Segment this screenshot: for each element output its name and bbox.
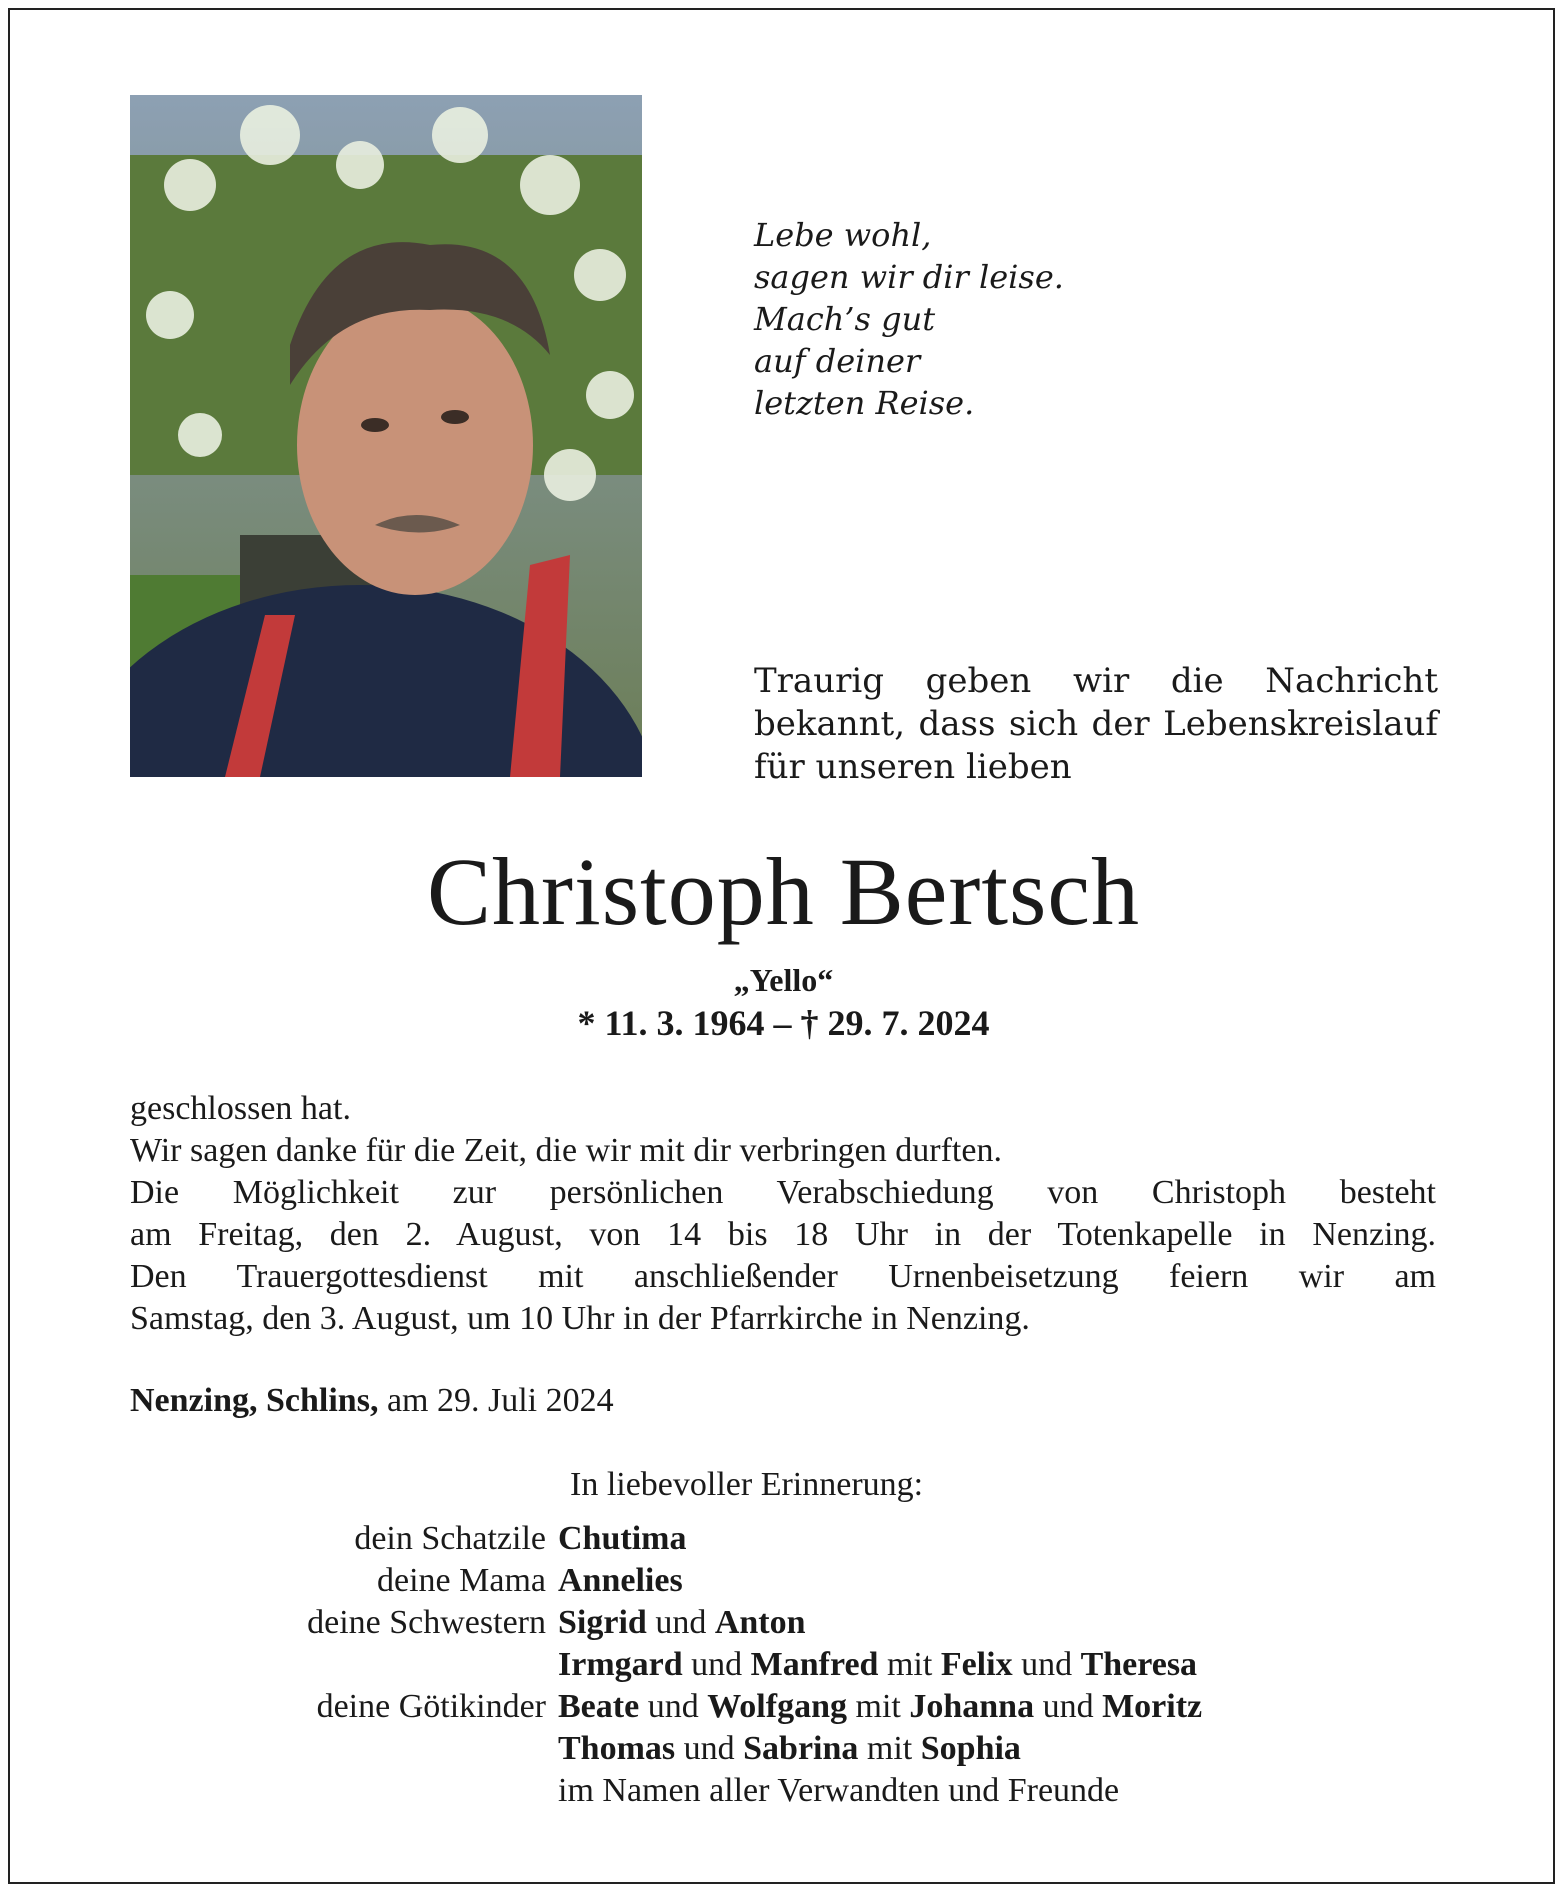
- intro-line: bekannt, dass sich der Lebenskreislauf: [754, 704, 1438, 744]
- memory-heading: In liebevoller Erinnerung:: [570, 1466, 924, 1503]
- family-name: Manfred: [750, 1646, 879, 1683]
- poem-line: sagen wir dir leise.: [754, 258, 1064, 296]
- family-row: [130, 1770, 1550, 1812]
- connector: und: [1012, 1646, 1081, 1683]
- place-date: [130, 1382, 614, 1420]
- family-row: [130, 1644, 1550, 1686]
- family-name: Johanna: [909, 1688, 1035, 1725]
- family-name: Theresa: [1080, 1646, 1198, 1683]
- relation-label: [130, 1644, 558, 1686]
- closing-line: im Namen aller Verwandten und Freunde: [558, 1772, 1120, 1809]
- family-name: Irmgard: [558, 1646, 683, 1683]
- intro-text: [754, 660, 1438, 789]
- poem-line: letzten Reise.: [754, 384, 975, 422]
- date-text: am 29. Juli 2024: [378, 1382, 614, 1419]
- poem-line: auf deiner: [754, 342, 921, 380]
- farewell-poem: [754, 214, 1064, 424]
- connector: und: [1034, 1688, 1103, 1725]
- family-row: [130, 1728, 1550, 1770]
- nickname: „Yello“: [733, 962, 834, 998]
- life-dates: * 11. 3. 1964 – † 29. 7. 2024: [577, 1003, 990, 1043]
- body-line: Samstag, den 3. August, um 10 Uhr in der Pfarrkirche in Nenzing.: [130, 1300, 1030, 1337]
- family-name: Thomas: [558, 1730, 676, 1767]
- body-line: geschlossen hat.: [130, 1090, 351, 1127]
- connector: und: [682, 1646, 751, 1683]
- family-list: [130, 1518, 1550, 1812]
- relation-label: deine Schwestern: [307, 1604, 546, 1641]
- connector: und: [639, 1688, 708, 1725]
- relation-label: [130, 1770, 558, 1812]
- body-line: Den Trauergottesdienst mit anschließender Urnenbeisetzung feiern wir am: [130, 1258, 1436, 1295]
- announcement-body: [130, 1088, 1436, 1340]
- poem-line: Lebe wohl,: [754, 216, 932, 254]
- connector: und: [646, 1604, 715, 1641]
- family-name: Sabrina: [743, 1730, 859, 1767]
- family-name: Sigrid: [558, 1604, 647, 1641]
- connector: mit: [878, 1646, 941, 1683]
- poem-line: Mach’s gut: [754, 300, 936, 338]
- place-names: Nenzing, Schlins,: [130, 1382, 379, 1419]
- connector: mit: [858, 1730, 921, 1767]
- body-line: Wir sagen danke für die Zeit, die wir mit dir verbringen durften.: [130, 1132, 1002, 1169]
- relation-label: [130, 1728, 558, 1770]
- family-name: Sophia: [920, 1730, 1021, 1767]
- family-name: Felix: [940, 1646, 1013, 1683]
- family-name: Wolfgang: [707, 1688, 847, 1725]
- intro-line: Traurig geben wir die Nachricht: [754, 661, 1438, 701]
- body-line: Die Möglichkeit zur persönlichen Verabschiedung von Christoph besteht: [130, 1174, 1436, 1211]
- relation-label: dein Schatzile: [354, 1520, 546, 1557]
- family-name: Chutima: [558, 1520, 687, 1557]
- family-row: [130, 1518, 1550, 1560]
- family-row: [130, 1560, 1550, 1602]
- family-name: Moritz: [1102, 1688, 1203, 1725]
- intro-line: für unseren lieben: [754, 747, 1072, 787]
- family-name: Anton: [714, 1604, 806, 1641]
- connector: und: [675, 1730, 744, 1767]
- relation-label: deine Mama: [377, 1562, 546, 1599]
- portrait-photo: [130, 95, 642, 777]
- family-row: [130, 1686, 1550, 1728]
- deceased-name: Christoph Bertsch: [427, 838, 1140, 945]
- family-name: Beate: [558, 1688, 640, 1725]
- relation-label: deine Götikinder: [316, 1688, 546, 1725]
- body-line: am Freitag, den 2. August, von 14 bis 18 Uhr in der Totenkapelle in Nenzing.: [130, 1216, 1436, 1253]
- family-row: [130, 1602, 1550, 1644]
- family-name: Annelies: [558, 1562, 683, 1599]
- connector: mit: [847, 1688, 910, 1725]
